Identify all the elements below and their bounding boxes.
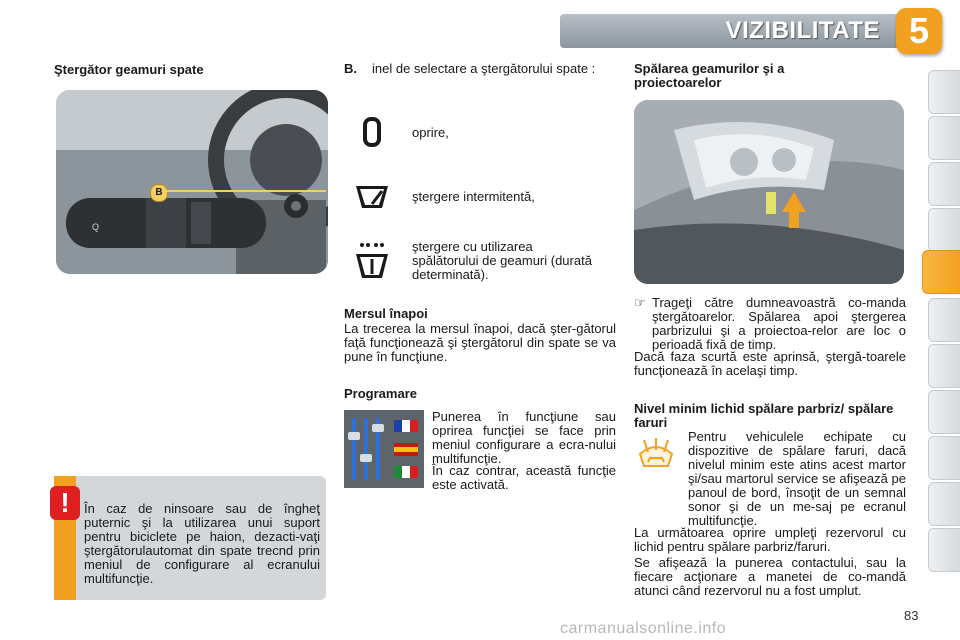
rear-wiper-heading: Ştergător geamuri spate bbox=[54, 62, 204, 77]
fluid-level-heading: Nivel minim lichid spălare parbriz/ spălare faruri bbox=[634, 401, 894, 430]
chapter-tab-10[interactable] bbox=[928, 482, 960, 526]
stalk-marker-b: B bbox=[150, 184, 168, 202]
stalk-illustration bbox=[56, 90, 328, 274]
chapter-tab-6[interactable] bbox=[928, 298, 960, 342]
option-off-text: oprire, bbox=[412, 125, 449, 140]
watermark: carmanualsonline.info bbox=[560, 620, 727, 637]
programming-text-1: Punerea în funcţiune sau oprirea funcţiei se face prin meniul configurare a ecra-nului multifuncţie. bbox=[432, 409, 616, 466]
headlamp-washer-photo bbox=[634, 100, 904, 284]
stalk-callout-line bbox=[166, 190, 326, 192]
chapter-tab-11[interactable] bbox=[928, 528, 960, 572]
off-position-icon bbox=[354, 114, 390, 150]
chapter-tab-5[interactable] bbox=[922, 250, 960, 294]
warning-text: În caz de ninsoare sau de îngheţ puternic şi la utilizarea unui suport pentru biciclete pe haion, dezacti-vaţi ştergătorulautomat din spate trecnd prin meniul de configurare al ecranului multifuncţie. bbox=[84, 501, 320, 586]
svg-text:Q: Q bbox=[92, 222, 100, 232]
chapter-tab-4[interactable] bbox=[928, 208, 960, 252]
chapter-tab-7[interactable] bbox=[928, 344, 960, 388]
b-description: inel de selectare a ştergătorului spate : bbox=[372, 61, 596, 76]
b-label: B. bbox=[344, 61, 357, 76]
reverse-heading: Mersul înapoi bbox=[344, 306, 428, 321]
chapter-tab-1[interactable] bbox=[928, 70, 960, 114]
option-wash-text: ştergere cu utilizarea spălătorului de geamuri (durată determinată). bbox=[412, 239, 592, 282]
configuration-menu-image bbox=[344, 410, 424, 488]
programming-text-2: În caz contrar, această funcţie este activată. bbox=[432, 463, 616, 492]
warning-icon: ! bbox=[50, 486, 80, 520]
chapter-badge: 5 bbox=[896, 8, 942, 54]
fluid-level-text-1: Pentru vehiculele echipate cu dispozitive de spălare faruri, dacă nivelul minim este atins acest martor şi/sau martorul service se afişează pe panoul de bord, însoţit de un semnal sonor şi de un me-saj pe ecranul multifuncţie. bbox=[688, 429, 906, 528]
option-intermittent-text: ştergere intermitentă, bbox=[412, 189, 535, 204]
intermittent-wipe-icon bbox=[354, 178, 390, 214]
bullet-pointer-icon: ☞ bbox=[634, 295, 646, 310]
chapter-tab-9[interactable] bbox=[928, 436, 960, 480]
reverse-text: La trecerea la mersul înapoi, dacă şter-gătorul faţă funcţionează şi ştergătorul din spate se va pune în funcţiune. bbox=[344, 321, 616, 364]
washer-fluid-warning-icon bbox=[636, 436, 676, 472]
chapter-tab-3[interactable] bbox=[928, 162, 960, 206]
dipped-beam-text: Dacă faza scurtă este aprinsă, ştergă-toarele funcţionează în acelaşi timp. bbox=[634, 349, 906, 378]
washing-heading: Spălarea geamurilor şi a proiectoarelor bbox=[634, 61, 785, 90]
fluid-level-text-2: La următoarea oprire umpleţi rezervorul cu lichid pentru spălare parbriz/faruri. bbox=[634, 525, 906, 554]
wash-wipe-icon bbox=[354, 242, 390, 282]
page-number: 83 bbox=[904, 608, 919, 623]
programming-heading: Programare bbox=[344, 386, 417, 401]
headlamp-illustration bbox=[634, 100, 904, 284]
chapter-tab-2[interactable] bbox=[928, 116, 960, 160]
chapter-tabs bbox=[928, 70, 960, 590]
fluid-level-text-3: Se afişează la punerea contactului, sau la fiecare acţionare a manetei de co-mandă atunci când rezervorul nu a fost umplut. bbox=[634, 555, 906, 598]
pull-stalk-text: Trageţi către dumneavoastră co-manda ştergătoarelor. Spălarea apoi ştergerea parbrizului şi a proiectoa-relor are loc o perioadă fixă de timp. bbox=[652, 295, 906, 352]
page-title: VIZIBILITATE bbox=[725, 17, 880, 44]
rear-wiper-stalk-photo bbox=[56, 90, 328, 274]
chapter-tab-8[interactable] bbox=[928, 390, 960, 434]
